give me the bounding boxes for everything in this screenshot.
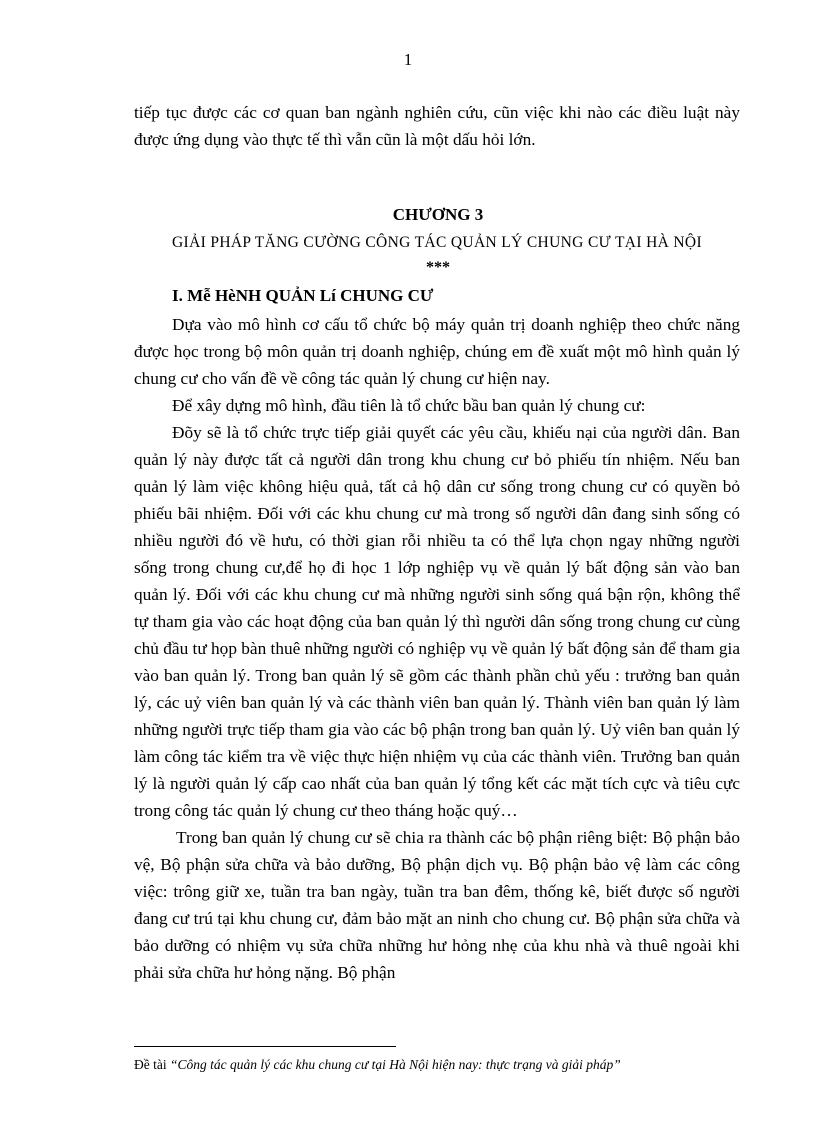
intro-paragraph: tiếp tục được các cơ quan ban ngành nghiên cứu, cũn việc khi nào các điều luật này được ứng dụng vào thực tế thì vẫn cũn là một dấu hỏi lớn. (134, 103, 740, 149)
footnote-title: “Công tác quản lý các khu chung cư tại Hà Nội hiện nay: thực trạng và giải pháp” (170, 1057, 621, 1072)
footnote-divider (134, 1046, 396, 1047)
page-number: 1 (403, 50, 413, 69)
section-body (134, 311, 740, 986)
section-heading: I. Mễ HèNH QUẢN Lí CHUNG CƯ (172, 286, 434, 305)
paragraph-management-board: Đõy sẽ là tổ chức trực tiếp giải quyết các yêu cầu, khiếu nại của người dân. Ban quản lý này được tất cả người dân trong khu chung cư bỏ phiếu tín nhiệm. Nếu ban quản lý làm việc không hiệu quả, tất cả hộ dân cư sống trong chung cư có quyền bỏ phiếu bãi nhiệm. Đối với các khu chung cư mà trong số người dân đang sinh sống có nhiều người đó về hưu, có thời gian rỗi nhiều ta có thể lựa chọn ngay những người sống trong chung cư,để họ đi học 1 lớp nghiệp vụ về quản lý bất động sản vào ban quản lý. Đối với các khu chung cư mà những người sinh sống quá bận rộn, không thể tự tham gia vào các hoạt động của ban quản lý thì người dân sống trong chung cư cùng chủ đầu tư họp bàn thuê những người có nghiệp vụ về quản lý bất động sản để tham gia vào ban quản lý. Trong ban quản lý sẽ gồm các thành phần chủ yếu : trưởng ban quản lý, các uỷ viên ban quản lý và các thành viên ban quản lý. Thành viên ban quản lý làm những người trực tiếp tham gia vào các bộ phận trong ban quản lý. Uỷ viên ban quản lý làm công tác kiểm tra về việc thực hiện nhiệm vụ của các thành viên. Trưởng ban quản lý là người quản lý cấp cao nhất của ban quản lý tổng kết các mặt tích cực và tiêu cực trong công tác quản lý chung cư theo tháng hoặc quý… (134, 423, 740, 820)
chapter-subtitle: GIẢI PHÁP TĂNG CƯỜNG CÔNG TÁC QUẢN LÝ CHUNG CƯ TẠI HÀ NỘI (172, 234, 702, 251)
intro-paragraph-block (134, 99, 740, 153)
paragraph-departments: Trong ban quản lý chung cư sẽ chia ra thành các bộ phận riêng biệt: Bộ phận bảo vệ, Bộ phận sửa chữa và bảo dưỡng, Bộ phận dịch vụ. Bộ phận bảo vệ làm các công việc: trông giữ xe, tuần tra ban ngày, tuần tra ban đêm, thống kê, biết được số người đang cư trú tại khu chung cư, đảm bảo mặt an ninh cho chung cư. Bộ phận sửa chữa và bảo dưỡng có nhiệm vụ sửa chữa những hư hỏng nhẹ của khu nhà và thuê ngoài khi phải sửa chữa hư hỏng nặng. Bộ phận (134, 828, 740, 982)
chapter-title: CHƯƠNG 3 (392, 205, 484, 224)
paragraph-first-step: Để xây dựng mô hình, đầu tiên là tổ chức bầu ban quản lý chung cư: (172, 396, 646, 415)
chapter-separator: *** (426, 259, 450, 276)
paragraph-model-basis: Dựa vào mô hình cơ cấu tổ chức bộ máy quản trị doanh nghiệp theo chức năng được học trong bộ môn quản trị doanh nghiệp, chúng em đề xuất một mô hình quản lý chung cư cho vấn đề về công tác quản lý chung cư hiện nay. (134, 315, 740, 388)
footnote (134, 1057, 621, 1073)
footnote-prefix: Đề tài (134, 1057, 170, 1072)
